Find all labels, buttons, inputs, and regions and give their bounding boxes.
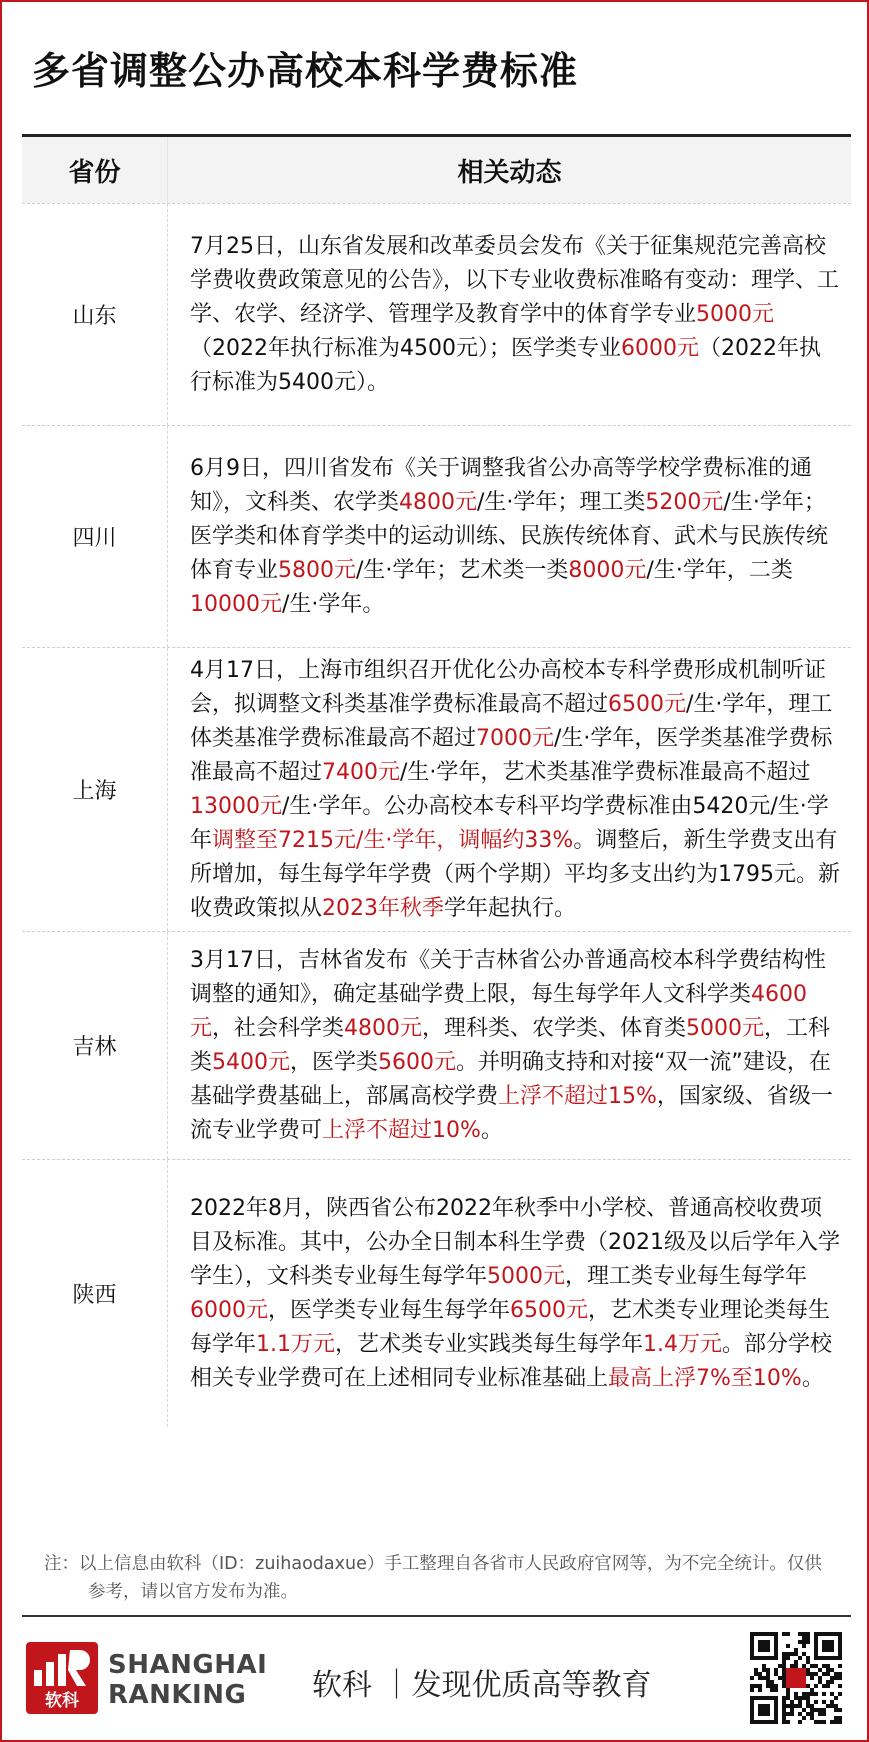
- news-text: [190, 654, 841, 926]
- text-segment: 。并明确支持和对接“双一流”建设，在基础学费基础上，部属高校学费: [190, 1049, 831, 1109]
- highlight-value: 2023年秋季: [322, 895, 445, 921]
- highlight-value: 5800元: [278, 557, 357, 583]
- highlight-value: 13000元: [190, 793, 282, 819]
- highlight-value: 5600元: [378, 1049, 457, 1075]
- province-cell: 四川: [22, 426, 168, 647]
- text-segment: /生·学年，二类: [646, 557, 793, 583]
- header-news: 相关动态: [457, 157, 562, 188]
- highlight-value: 5000元: [696, 301, 775, 327]
- text-segment: ，国家级、省级一流专业学费可: [190, 1083, 833, 1143]
- qr-code-icon: [750, 1632, 842, 1724]
- text-segment: ，医学类专业每生每学年: [268, 1297, 511, 1323]
- text-segment: 。调整后，新生学费支出有所增加，每生每学年学费（两个学期）平均多支出约为1795元。新收费政策拟从: [190, 827, 840, 921]
- highlight-value: 5000元: [487, 1263, 566, 1289]
- table-row-jilin: [22, 931, 851, 1159]
- highlight-value: 5400元: [212, 1049, 291, 1075]
- news-cell: [168, 426, 851, 647]
- text-segment: （2022年执行标准为5400元）。: [190, 335, 821, 395]
- highlight-value: 6500元: [608, 691, 687, 717]
- text-segment: /生·学年；医学类和体育学类中的运动训练、民族传统体育、武术与民族传统体育专业: [190, 489, 829, 583]
- fee-table: [22, 134, 851, 1427]
- province-cell: 上海: [22, 648, 168, 931]
- brand-line-1: SHANGHAI: [108, 1650, 268, 1680]
- highlight-value: 1.1万元: [256, 1331, 336, 1357]
- text-segment: 学年起执行。: [444, 895, 577, 921]
- text-segment: 。: [801, 1365, 824, 1391]
- highlight-value: 6000元: [190, 1297, 268, 1323]
- text-segment: /生·学年。: [282, 591, 385, 617]
- news-text: [190, 1192, 841, 1396]
- text-segment: 4月17日，上海市组织召开优化公办高校本专科学费形成机制听证会，拟调整文科类基准学费标准最高不超过: [190, 657, 826, 717]
- province-cell: 陕西: [22, 1160, 168, 1427]
- text-segment: ，工科类: [190, 1015, 831, 1075]
- text-segment: （2022年执行标准为4500元）；医学类专业: [190, 335, 621, 361]
- header-province: 省份: [22, 137, 168, 203]
- text-segment: /生·学年；艺术类一类: [356, 557, 569, 583]
- text-segment: /生·学年，艺术类基准学费标准最高不超过: [400, 759, 811, 785]
- highlight-value: 上浮不超过15%: [498, 1083, 657, 1109]
- text-segment: /生·学年，医学类基准学费标准最高不超过: [190, 725, 833, 785]
- table-row-sichuan: [22, 425, 851, 647]
- page-title: 多省调整公办高校本科学费标准: [32, 49, 579, 93]
- slogan: 软科 ｜发现优质高等教育: [312, 1668, 652, 1703]
- highlight-value: 8000元: [568, 557, 647, 583]
- text-segment: 2022年8月，陕西省公布2022年秋季中小学校、普通高校收费项目及标准。其中，公办全日制本科生学费（2021级及以后学年入学学生），文科类专业每生每学年: [190, 1195, 840, 1289]
- highlight-value: 6500元: [510, 1297, 589, 1323]
- highlight-value: 4800元: [399, 489, 478, 515]
- news-text: [190, 230, 841, 400]
- text-segment: 。: [480, 1117, 503, 1143]
- table-row-shandong: [22, 203, 851, 425]
- province-cell: 山东: [22, 204, 168, 425]
- text-segment: 。部分学校相关专业学费可在上述相同专业标准基础上: [190, 1331, 833, 1391]
- table-header: [22, 137, 851, 203]
- text-segment: ，理科类、农学类、体育类: [422, 1015, 687, 1041]
- highlight-value: 1.4万元: [643, 1331, 723, 1357]
- highlight-value: 4800元: [344, 1015, 423, 1041]
- brand-line-2: RANKING: [108, 1680, 247, 1710]
- text-segment: ，医学类: [290, 1049, 379, 1075]
- shanghai-ranking-logo-icon: [26, 1642, 98, 1714]
- highlight-value: 调整至7215元/生·学年，调幅约33%: [212, 827, 574, 853]
- highlight-value: 10000元: [190, 591, 282, 617]
- highlight-value: 7400元: [322, 759, 401, 785]
- news-text: [190, 944, 841, 1148]
- text-segment: /生·学年。公办高校本专科平均学费标准由5420元/生·学年: [190, 793, 829, 853]
- text-segment: ，理工类专业每生每学年: [565, 1263, 808, 1289]
- news-text: [190, 452, 841, 622]
- footer-divider: [22, 1615, 851, 1617]
- highlight-value: 4600元: [190, 981, 808, 1041]
- highlight-value: 上浮不超过10%: [322, 1117, 481, 1143]
- news-cell: [168, 932, 851, 1159]
- highlight-value: 5200元: [645, 489, 724, 515]
- highlight-value: 7000元: [476, 725, 555, 751]
- table-row-shanghai: [22, 647, 851, 931]
- footnote: 注：以上信息由软科（ID：zuihaodaxue）手工整理自各省市人民政府官网等，为不完全统计。仅供参考，请以官方发布为准。: [44, 1554, 822, 1602]
- table-row-shaanxi: [22, 1159, 851, 1427]
- text-segment: /生·学年；理工类: [477, 489, 646, 515]
- text-segment: /生·学年，理工体类基准学费标准最高不超过: [190, 691, 833, 751]
- highlight-value: 6000元: [620, 335, 699, 361]
- news-cell: [168, 648, 851, 931]
- brand-name: [108, 1650, 267, 1710]
- logo-text: 软科: [45, 1691, 79, 1711]
- text-segment: ，社会科学类: [212, 1015, 345, 1041]
- text-segment: ，艺术类专业理论类每生每学年: [190, 1297, 831, 1357]
- news-cell: [168, 1160, 851, 1427]
- text-segment: ，艺术类专业实践类每生每学年: [335, 1331, 644, 1357]
- highlight-value: 最高上浮7%至10%: [608, 1365, 802, 1391]
- text-segment: 6月9日，四川省发布《关于调整我省公办高等学校学费标准的通知》，文科类、农学类: [190, 455, 812, 515]
- text-segment: 7月25日，山东省发展和改革委员会发布《关于征集规范完善高校学费收费政策意见的公告》，以下专业收费标准略有变动：理学、工学、农学、经济学、管理学及教育学中的体育学专业: [190, 233, 840, 327]
- highlight-value: 5000元: [686, 1015, 765, 1041]
- text-segment: 3月17日，吉林省发布《关于吉林省公办普通高校本科学费结构性调整的通知》，确定基础学费上限，每生每学年人文科学类: [190, 947, 826, 1007]
- news-cell: [168, 204, 851, 425]
- province-cell: 吉林: [22, 932, 168, 1159]
